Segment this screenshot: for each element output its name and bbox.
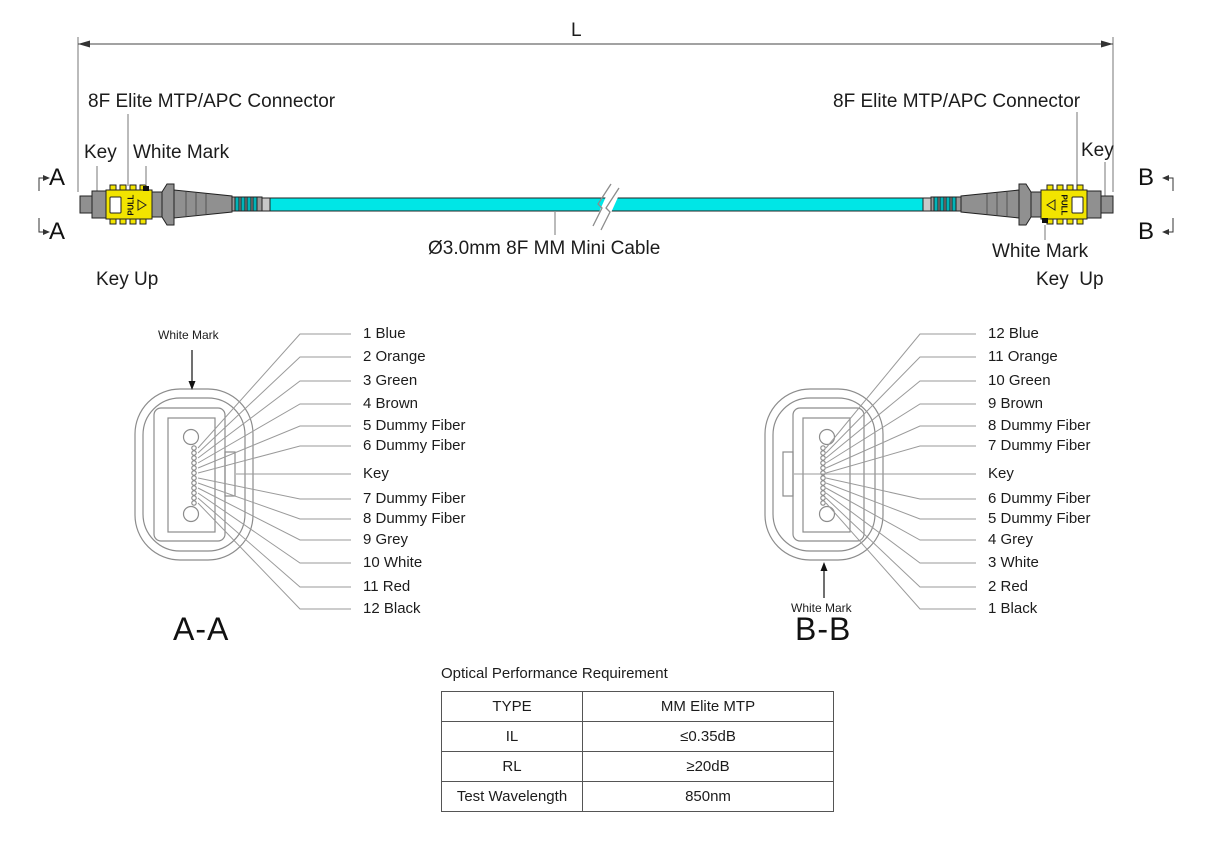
- right-collar: [1031, 192, 1041, 217]
- bb-key-notch: [783, 452, 793, 496]
- section-letter-a-bottom: A: [49, 218, 66, 245]
- aa-fiber-label: 9 Grey: [363, 531, 409, 548]
- bb-key-label: Key: [988, 465, 1014, 482]
- bb-view-title: B-B: [795, 611, 852, 647]
- bb-fiber-label: 8 Dummy Fiber: [988, 417, 1091, 434]
- aa-fiber-label: 3 Green: [363, 372, 418, 389]
- left-connector: [80, 184, 270, 225]
- aa-fiber-label: 7 Dummy Fiber: [363, 490, 466, 507]
- aa-fiber-dots: [192, 446, 196, 505]
- dimension-arrow-right: [1101, 41, 1113, 48]
- section-letter-b-top: B: [1138, 164, 1155, 191]
- aa-fiber-label: 1 Blue: [363, 325, 406, 342]
- dimension-line: [78, 37, 1113, 192]
- bb-fiber-label: 11 Orange: [988, 348, 1058, 365]
- right-connector-title: 8F Elite MTP/APC Connector: [833, 91, 1081, 112]
- cable-label: Ø3.0mm 8F MM Mini Cable: [428, 238, 661, 259]
- aa-fiber-label: 5 Dummy Fiber: [363, 417, 466, 434]
- table-cell: 850nm: [583, 782, 834, 812]
- right-ferrule: [1101, 196, 1113, 213]
- aa-view-title: A-A: [173, 611, 230, 647]
- right-end-cap: [923, 198, 931, 211]
- right-pull-label: PULL: [1059, 194, 1069, 216]
- table-row: [442, 782, 834, 812]
- left-ferrule: [80, 196, 92, 213]
- right-strain-relief: [931, 197, 961, 211]
- aa-fiber-label: 11 Red: [363, 578, 411, 595]
- left-white-mark-label: White Mark: [133, 142, 230, 163]
- aa-white-mark-label: White Mark: [158, 328, 219, 342]
- bb-fiber-label: 4 Grey: [988, 531, 1034, 548]
- right-white-mark-dot: [1042, 218, 1048, 223]
- left-key-label: Key: [84, 142, 117, 163]
- right-bell: [1019, 184, 1031, 225]
- bb-fiber-label: 2 Red: [988, 578, 1029, 595]
- left-pull-label: PULL: [126, 194, 136, 216]
- left-connector-title: 8F Elite MTP/APC Connector: [88, 91, 336, 112]
- aa-fiber-label: 4 Brown: [363, 395, 419, 412]
- aa-key-label: Key: [363, 465, 389, 482]
- left-pull-tab-window: [110, 197, 121, 213]
- right-boot: [961, 190, 1019, 218]
- left-key-up-label: Key Up: [96, 269, 159, 290]
- left-bell: [162, 184, 174, 225]
- left-strain-relief: [232, 197, 262, 211]
- bb-fiber-label: 1 Black: [988, 600, 1038, 617]
- table-cell: IL: [442, 722, 583, 752]
- aa-fiber-label: 10 White: [363, 554, 423, 571]
- aa-fiber-label: 6 Dummy Fiber: [363, 437, 466, 454]
- right-white-mark-label: White Mark: [992, 241, 1089, 262]
- bb-guide-pin-bottom: [820, 507, 835, 522]
- aa-ferrule-face: [168, 418, 215, 532]
- table-cell: Test Wavelength: [442, 782, 583, 812]
- bb-fiber-label: 5 Dummy Fiber: [988, 510, 1091, 527]
- dimension-arrow-left: [78, 41, 90, 48]
- aa-fiber-label: 8 Dummy Fiber: [363, 510, 466, 527]
- table-row: [442, 722, 834, 752]
- bb-fiber-label: 9 Brown: [988, 395, 1044, 412]
- table-cell: RL: [442, 752, 583, 782]
- bb-white-mark-label: White Mark: [791, 601, 852, 615]
- fiber-cable: [270, 198, 923, 211]
- aa-guide-pin-top: [184, 430, 199, 445]
- aa-fiber-label: 12 Black: [363, 600, 421, 617]
- right-connector-body: [1087, 191, 1101, 218]
- face-view-aa: [135, 334, 351, 609]
- right-pull-tab-window: [1072, 197, 1083, 213]
- section-letter-a-top: A: [49, 164, 66, 191]
- section-letter-b-bottom: B: [1138, 218, 1155, 245]
- left-end-cap: [262, 198, 270, 211]
- aa-fiber-label: 2 Orange: [363, 348, 426, 365]
- optical-performance-section: [441, 665, 834, 812]
- aa-guide-pin-bottom: [184, 507, 199, 522]
- table-cell: TYPE: [442, 692, 583, 722]
- right-connector: [923, 184, 1113, 225]
- left-collar: [152, 192, 162, 217]
- right-key-label: Key: [1081, 140, 1114, 161]
- right-key-up-label: Key Up: [1036, 269, 1104, 290]
- table-cell: ≤0.35dB: [583, 722, 834, 752]
- aa-fan-leaders: [198, 334, 351, 609]
- optical-performance-table: [441, 691, 834, 812]
- bb-guide-pin-top: [820, 430, 835, 445]
- table-title: Optical Performance Requirement: [441, 665, 668, 682]
- table-row: [442, 752, 834, 782]
- aa-key-notch: [225, 452, 235, 496]
- bb-fiber-label: 7 Dummy Fiber: [988, 437, 1091, 454]
- table-cell: MM Elite MTP: [583, 692, 834, 722]
- bb-fiber-label: 6 Dummy Fiber: [988, 490, 1091, 507]
- bb-fiber-dots: [821, 446, 825, 505]
- bb-fiber-label: 12 Blue: [988, 325, 1039, 342]
- table-cell: ≥20dB: [583, 752, 834, 782]
- left-boot: [174, 190, 232, 218]
- face-view-bb: [765, 334, 976, 609]
- bb-fiber-label: 3 White: [988, 554, 1039, 571]
- table-row: [442, 692, 834, 722]
- length-dimension-label: L: [571, 20, 582, 41]
- bb-fiber-label: 10 Green: [988, 372, 1051, 389]
- left-white-mark-dot: [143, 186, 149, 191]
- left-connector-body: [92, 191, 106, 218]
